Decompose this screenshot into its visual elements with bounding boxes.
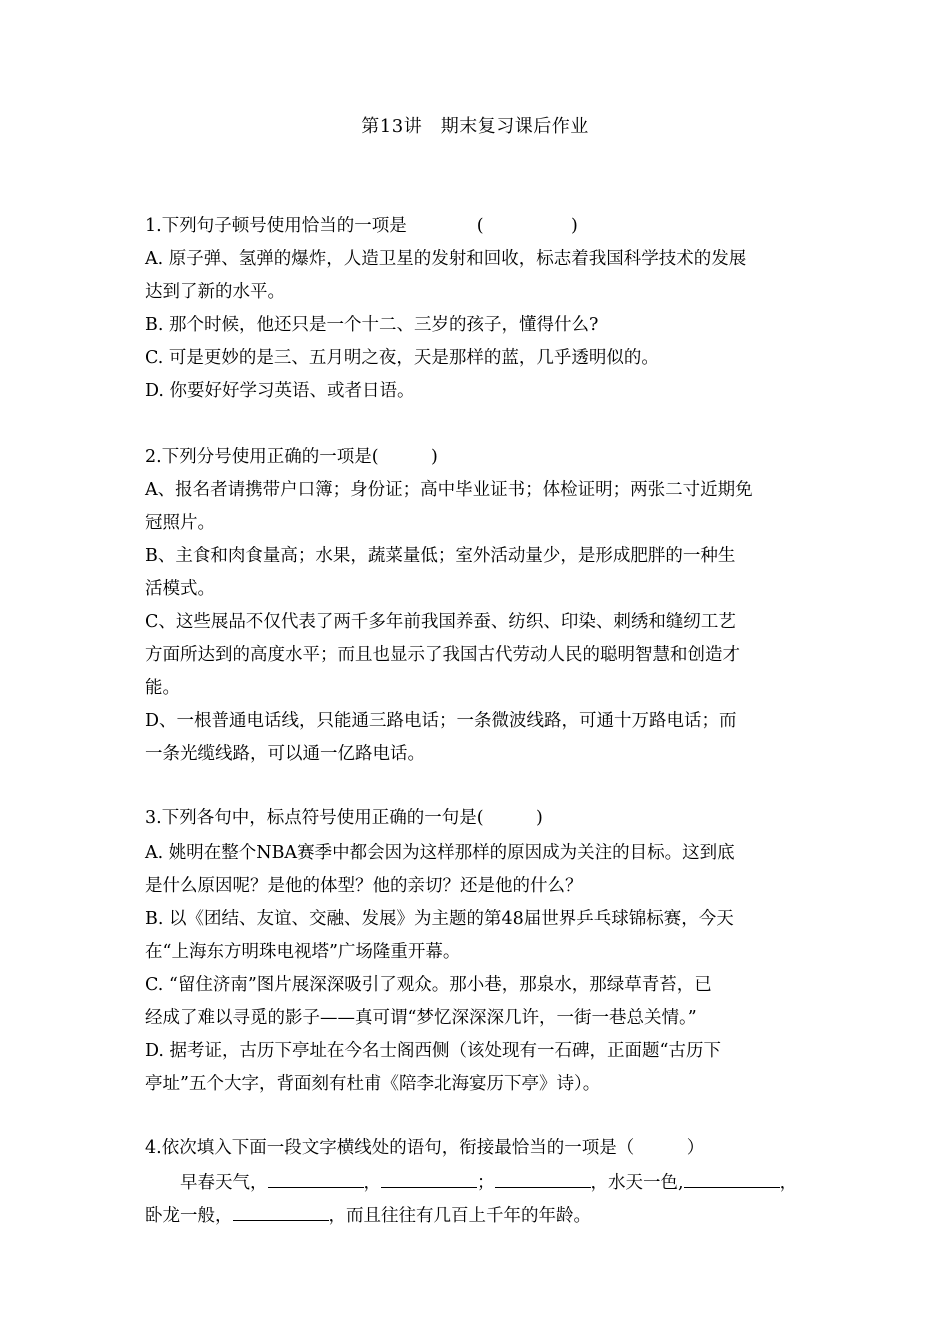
question-3-option-d-line-2: 亭址”五个大字，背面刻有杜甫《陪李北海宴历下亭》诗）。 [145,1074,601,1094]
question-2-option-c-line-1: C、这些展品不仅代表了两千多年前我国养蚕、纺织、印染、刺绣和缝纫工艺 [145,612,736,632]
fill-blank[interactable] [495,1169,591,1188]
question-3-option-b-line-1: B. 以《团结、友谊、交融、发展》为主题的第48届世界乒乓球锦标赛，今天 [145,909,734,929]
question-2-option-b-line-1: B、主食和肉食量高；水果，蔬菜量低；室外活动量少，是形成肥胖的一种生 [145,546,736,566]
question-4-passage-line-1 [145,1169,815,1193]
question-3-option-b-line-2: 在“上海东方明珠电视塔”广场隆重开幕。 [145,942,461,962]
passage-text: ， [779,1173,798,1193]
fill-blank[interactable] [268,1169,364,1188]
question-2-option-d-line-1: D、一根普通电话线，只能通三路电话；一条微波线路，可通十万路电话；而 [145,711,737,731]
question-1-stem: 1.下列句子顿号使用恰当的一项是 ( ) [145,216,578,236]
passage-text: ，而且往往有几百上千年的年龄。 [328,1206,591,1226]
passage-text: ，水天一色, [590,1173,684,1193]
question-2-option-a-line-1: A、报名者请携带户口簿；身份证；高中毕业证书；体检证明；两张二寸近期免 [145,480,753,500]
question-2-option-b-line-2: 活模式。 [145,579,215,599]
question-3-option-d-line-1: D. 据考证，古历下亭址在今名士阁西侧（该处现有一石碑，正面题“古历下 [145,1041,721,1061]
question-1-option-b: B. 那个时候，他还只是一个十二、三岁的孩子，懂得什么? [145,315,599,335]
question-1-option-c: C. 可是更妙的是三、五月明之夜，天是那样的蓝，几乎透明似的。 [145,348,659,368]
passage-text: 早春天气， [145,1173,268,1193]
passage-text: ； [477,1173,495,1193]
question-2-option-c-line-3: 能。 [145,678,180,698]
question-1-option-d: D. 你要好好学习英语、或者日语。 [145,381,415,401]
question-2-option-c-line-2: 方面所达到的高度水平；而且也显示了我国古代劳动人民的聪明智慧和创造才 [145,645,740,665]
passage-text: 卧龙一般， [145,1206,233,1226]
question-1-option-a-line-1: A. 原子弹、氢弹的爆炸，人造卫星的发射和回收，标志着我国科学技术的发展 [145,249,747,269]
page-title: 第13讲 期末复习课后作业 [361,116,589,137]
question-4-stem: 4.依次填入下面一段文字横线处的语句，衔接最恰当的一项是（ ） [145,1138,705,1158]
question-2-stem: 2.下列分号使用正确的一项是( ) [145,447,438,467]
question-2-option-a-line-2: 冠照片。 [145,513,215,533]
question-3-option-c-line-2: 经成了难以寻觅的影子——真可谓“梦忆深深深几许，一街一巷总关情。” [145,1008,697,1028]
question-3-option-a-line-1: A. 姚明在整个NBA赛季中都会因为这样那样的原因成为关注的目标。这到底 [145,843,735,863]
fill-blank[interactable] [233,1202,329,1221]
fill-blank[interactable] [381,1169,477,1188]
question-3-option-a-line-2: 是什么原因呢？是他的体型？他的亲切？还是他的什么？ [145,876,583,896]
question-3-stem: 3.下列各句中，标点符号使用正确的一句是( ) [145,808,543,828]
question-2-option-d-line-2: 一条光缆线路，可以通一亿路电话。 [145,744,425,764]
question-4-passage-line-2 [145,1202,815,1226]
question-3-option-c-line-1: C. “留住济南”图片展深深吸引了观众。那小巷，那泉水，那绿草青苔，已 [145,975,712,995]
passage-text: ， [363,1173,381,1193]
question-1-option-a-line-2: 达到了新的水平。 [145,282,285,302]
fill-blank[interactable] [684,1169,780,1188]
